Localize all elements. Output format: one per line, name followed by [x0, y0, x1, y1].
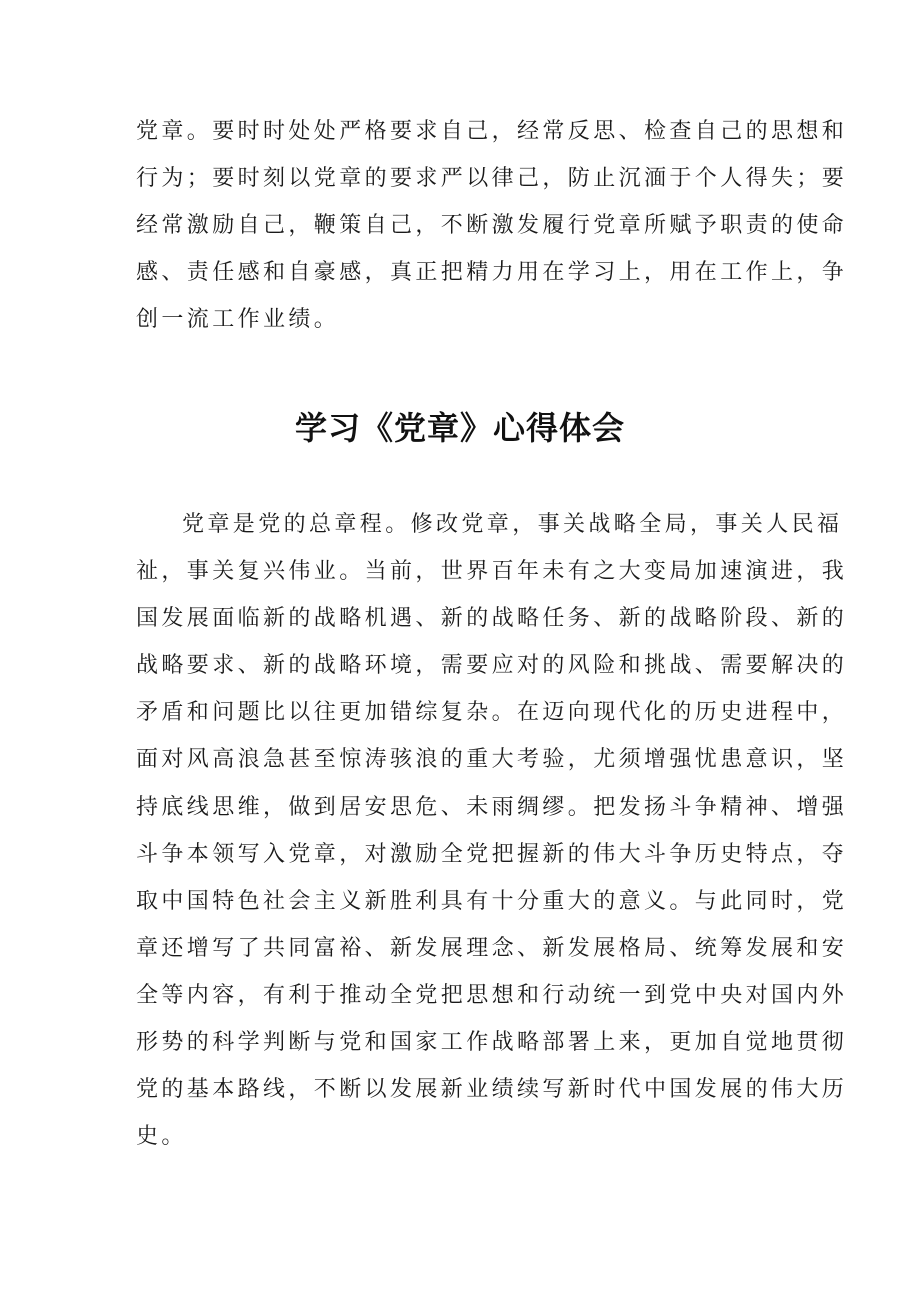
- continuation-paragraph: [136, 108, 848, 343]
- paragraph-line: 战略要求、新的战略环境，需要应对的风险和挑战、需要解决的: [136, 653, 848, 679]
- paragraph-line: 党章。要时时处处严格要求自己，经常反思、检查自己的思想和: [136, 119, 848, 144]
- paragraph-line: 国发展面临新的战略机遇、新的战略任务、新的战略阶段、新的: [136, 606, 848, 632]
- paragraph-line: 祉，事关复兴伟业。当前，世界百年未有之大变局加速演进，我: [136, 559, 848, 585]
- paragraph-line: 持底线思维，做到居安思危、未雨绸缪。把发扬斗争精神、增强: [136, 794, 848, 820]
- paragraph-line: 章还增写了共同富裕、新发展理念、新发展格局、统筹发展和安: [136, 935, 848, 961]
- paragraph-line: 史。: [136, 1124, 187, 1150]
- paragraph-line: 斗争本领写入党章，对激励全党把握新的伟大斗争历史特点，夺: [136, 841, 848, 867]
- paragraph-line: 创一流工作业绩。: [136, 307, 340, 333]
- paragraph-line: 面对风高浪急甚至惊涛骇浪的重大考验，尤须增强忧患意识，坚: [136, 747, 848, 773]
- paragraph-line: 行为；要时刻以党章的要求严以律己，防止沉湎于个人得失；要: [136, 166, 848, 192]
- paragraph-line: 感、责任感和自豪感，真正把精力用在学习上，用在工作上，争: [136, 260, 848, 286]
- paragraph-first-line: 党章是党的总章程。修改党章，事关战略全局，事关人民福: [182, 512, 843, 537]
- paragraph-line: 经常激励自己，鞭策自己，不断激发履行党章所赋予职责的使命: [136, 213, 848, 239]
- paragraph-line: 党的基本路线，不断以发展新业绩续写新时代中国发展的伟大历: [136, 1077, 848, 1103]
- paragraph-line: 全等内容，有利于推动全党把思想和行动统一到党中央对国内外: [136, 982, 848, 1008]
- paragraph-line: 取中国特色社会主义新胜利具有十分重大的意义。与此同时，党: [136, 888, 848, 914]
- body-paragraph: [136, 501, 848, 1160]
- paragraph-line: 形势的科学判断与党和国家工作战略部署上来，更加自觉地贯彻: [136, 1030, 848, 1056]
- section-title: 学习《党章》心得体会: [294, 409, 625, 447]
- paragraph-line: 矛盾和问题比以往更加错综复杂。在迈向现代化的历史进程中，: [136, 700, 848, 726]
